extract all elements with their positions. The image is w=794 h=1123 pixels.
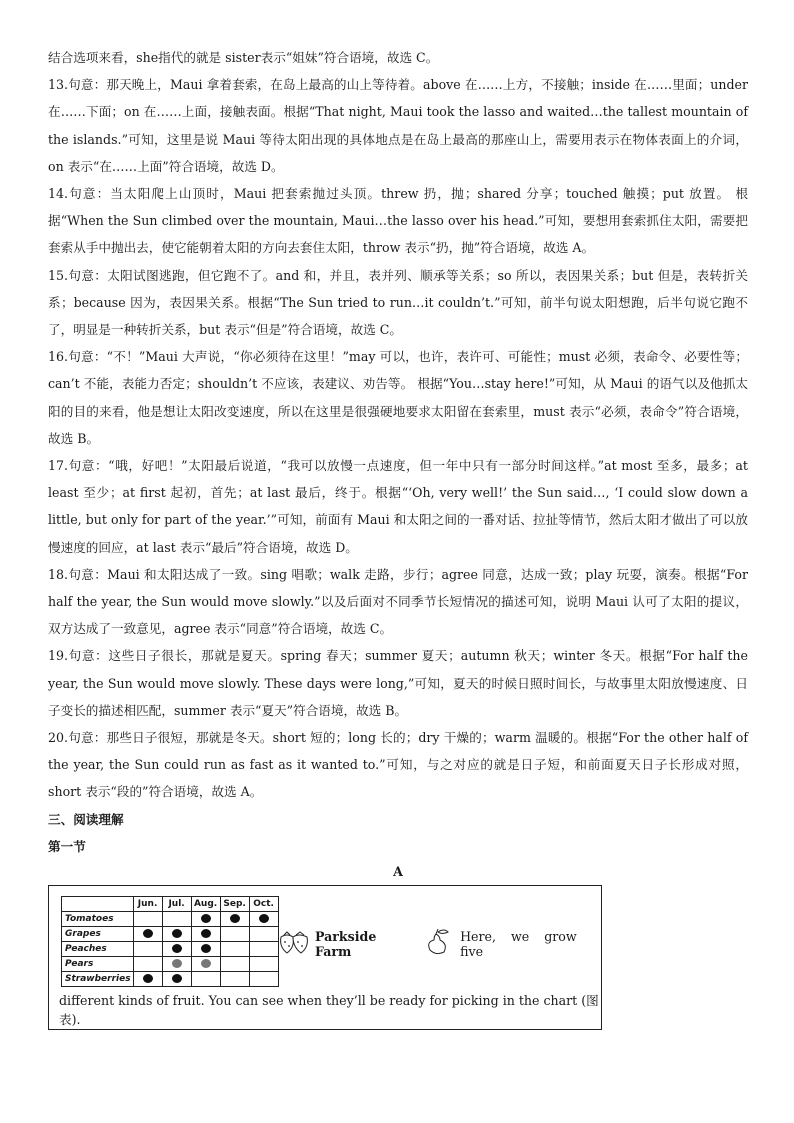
- fruit-name: Tomatoes: [62, 912, 134, 927]
- farm-intro-text: Here, we grow five: [460, 928, 577, 959]
- fruit-cell: [249, 927, 278, 942]
- fruit-chart-header: [62, 897, 279, 912]
- fruit-chart-row: [62, 912, 279, 927]
- fruit-chart-row: [62, 972, 279, 987]
- fruit-mark-icon: [143, 929, 153, 938]
- month-header: Jun.: [133, 897, 162, 912]
- fruit-mark-icon: [259, 914, 269, 923]
- subsection-heading: 第一节: [48, 838, 86, 854]
- fruit-mark-icon: [172, 974, 182, 983]
- farm-intro: [277, 928, 595, 959]
- fruit-cell: [249, 942, 278, 957]
- fruit-cell: [220, 927, 249, 942]
- fruit-mark-icon: [230, 914, 240, 923]
- fruit-cell: [133, 972, 162, 987]
- fruit-cell: [133, 912, 162, 927]
- fruit-cell: [191, 972, 220, 987]
- fruit-cell: [162, 927, 191, 942]
- document-content: [48, 44, 748, 1030]
- month-header: Jul.: [162, 897, 191, 912]
- paragraph-18: 18.句意：Maui 和太阳达成了一致。sing 唱歌；walk 走路，步行；agree 同意，达成一致；play 玩耍，演奏。根据“For half the year, the Sun would move slowly.”以及后面对不同季节长短情况的描述可知，说明 Maui 认可了太阳的提议，双方达成了一致意见，agree 表示“同意”符合语境，故选 C。: [48, 566, 748, 637]
- fruit-mark-icon: [172, 944, 182, 953]
- fruit-chart: [61, 896, 279, 987]
- fruit-cell: [220, 972, 249, 987]
- fruit-mark-icon: [201, 959, 211, 968]
- farm-name: Parkside Farm: [315, 928, 377, 959]
- passage-letter: A: [393, 864, 403, 880]
- fruit-cell: [133, 942, 162, 957]
- paragraph-17: 17.句意：“哦，好吧！”太阳最后说道，“我可以放慢一点速度，但一年中只有一部分时间这样。”at most 至多，最多；at least 至少；at first 起初，首先；at last 最后，终于。根据“‘Oh, very well!’ the Sun said…, ‘I could slow down a little, but only for part of the year.’”可知，前面有 Maui 和太阳之间的一番对话、拉扯等情节，然后太阳才做出了可以放慢速度的回应，at last 表示“最后”符合语境，故选 D。: [48, 458, 748, 555]
- fruit-name: Grapes: [62, 927, 134, 942]
- paragraph-20: 20.句意：那些日子很短，那就是冬天。short 短的；long 长的；dry 干燥的；warm 温暖的。根据“For the other half of the year, the Sun could run as fast as it wanted to.”可知，与之对应的就是日子短，和前面夏天日子长形成对照，short 表示“段的”符合语境，故选 A。: [48, 730, 748, 800]
- fruit-cell: [249, 912, 278, 927]
- fruit-cell: [191, 957, 220, 972]
- fruit-cell: [162, 912, 191, 927]
- paragraph-15: 15.句意：太阳试图逃跑，但它跑不了。and 和，并且，表并列、顺承等关系；so 所以，表因果关系；but 但是，表转折关系；because 因为，表因果关系。根据“The Sun tried to run…it couldn’t.”可知，前半句说太阳想跑，后半句说它跑不了，明显是一种转折关系，but 表示“但是”符合语境，故选 C。: [48, 267, 748, 338]
- section-heading: 三、阅读理解: [48, 811, 124, 827]
- fruit-mark-icon: [172, 929, 182, 938]
- fruit-mark-icon: [172, 959, 182, 968]
- passage-box: [48, 885, 602, 1030]
- pear-icon: [424, 928, 454, 959]
- fruit-chart-row: [62, 942, 279, 957]
- fruit-cell: [191, 927, 220, 942]
- fruit-name: Strawberries: [62, 972, 134, 987]
- paragraph-0: 结合选项来看，she指代的就是 sister表示“姐妹”符合语境，故选 C。: [48, 50, 439, 65]
- fruit-cell: [249, 957, 278, 972]
- corner-cell: [62, 897, 134, 912]
- fruit-name: Pears: [62, 957, 134, 972]
- strawberry-icon: [277, 929, 311, 958]
- fruit-cell: [162, 957, 191, 972]
- fruit-cell: [162, 942, 191, 957]
- fruit-cell: [220, 912, 249, 927]
- fruit-cell: [133, 957, 162, 972]
- fruit-cell: [220, 957, 249, 972]
- month-header: Oct.: [249, 897, 278, 912]
- fruit-chart-row: [62, 957, 279, 972]
- month-header: Aug.: [191, 897, 220, 912]
- fruit-cell: [191, 912, 220, 927]
- fruit-mark-icon: [201, 914, 211, 923]
- fruit-cell: [191, 942, 220, 957]
- fruit-cell: [133, 927, 162, 942]
- fruit-cell: [162, 972, 191, 987]
- fruit-name: Peaches: [62, 942, 134, 957]
- fruit-cell: [220, 942, 249, 957]
- paragraph-19: 19.句意：这些日子很长，那就是夏天。spring 春天；summer 夏天；autumn 秋天；winter 冬天。根据“For half the year, the Sun would move slowly. These days were long,”可知，夏天的时候日照时间长，与故事里太阳放慢速度、日子变长的描述相匹配，summer 表示“夏天”符合语境，故选 B。: [48, 648, 748, 718]
- fruit-chart-row: [62, 927, 279, 942]
- month-header: Sep.: [220, 897, 249, 912]
- fruit-cell: [249, 972, 278, 987]
- paragraph-13: 13.句意：那天晚上，Maui 拿着套索，在岛上最高的山上等待着。above 在……上方，不接触；inside 在……里面；under 在……下面；on 在……上面，接触表面。根据“That night, Maui took the lasso and waited…the tallest mountain of the islands.”可知，这里是说 Maui 等待太阳出现的具体地点是在岛上最高的那座山上，需要用表示在物体表面上的介词，on 表示“在……上面”符合语境，故选 D。: [48, 77, 748, 174]
- fruit-mark-icon: [143, 974, 153, 983]
- paragraph-16: 16.句意：“不！”Maui 大声说，“你必须待在这里！”may 可以，也许，表许可、可能性；must 必须，表命令、必要性等；can’t 不能，表能力否定；shouldn’t 不应该，表建议、劝告等。 根据“You…stay here!”可知，从 Maui 的语气以及他抓太阳的目的来看，他是想让太阳改变速度，所以在这里是很强硬地要求太阳留在套索里，must 表示“必须，表命令”符合语境，故选 B。: [48, 349, 748, 446]
- fruit-mark-icon: [201, 944, 211, 953]
- paragraph-14: 14.句意：当太阳爬上山顶时，Maui 把套索抛过头顶。threw 扔，抛；shared 分享；touched 触摸；put 放置。 根据“When the Sun climbed over the mountain, Maui…the lasso over his head.”可知，要想用套索抓住太阳，需要把套索从手中抛出去，使它能朝着太阳的方向去套住太阳，throw 表示“扔，抛”符合语境，故选 A。: [48, 186, 748, 256]
- fruit-mark-icon: [201, 929, 211, 938]
- farm-continuation: different kinds of fruit. You can see when they’ll be ready for picking in the chart (图表).: [59, 993, 599, 1028]
